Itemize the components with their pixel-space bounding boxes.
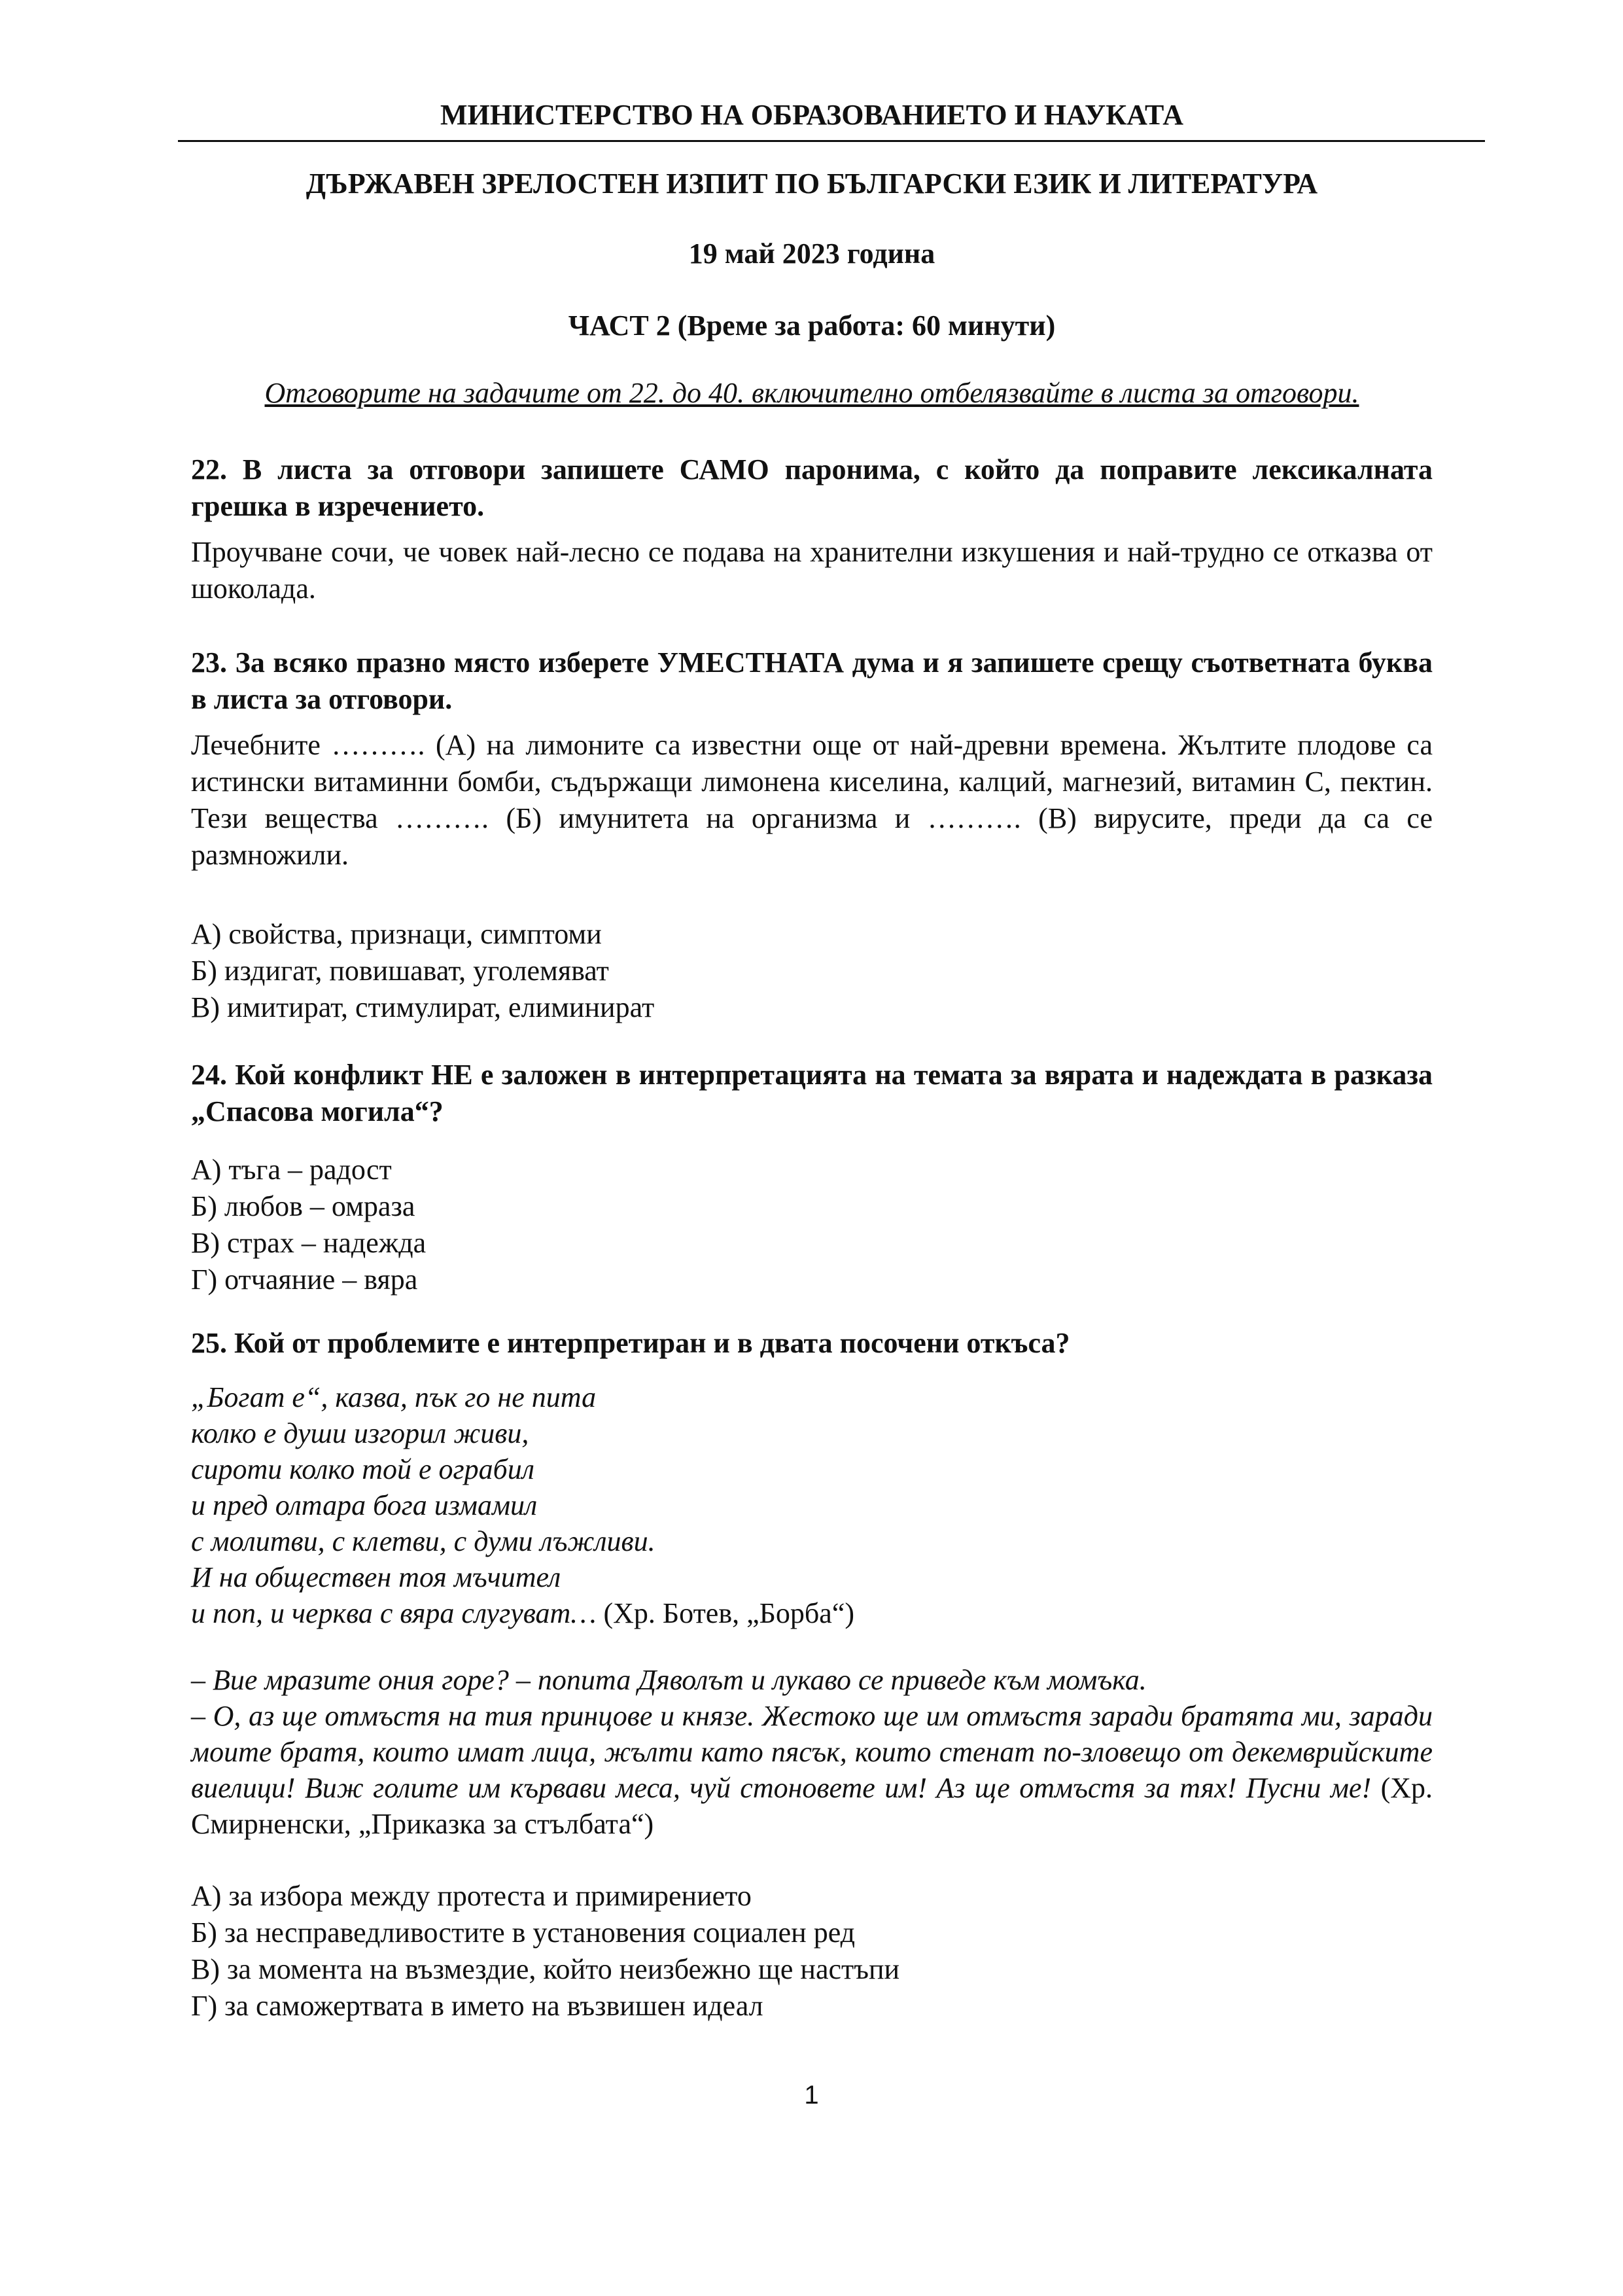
- poem-line: И на обществен тоя мъчител: [191, 1561, 561, 1593]
- prose-text: – О, аз ще отмъстя на тия принцове и князе. Жестоко ще им отмъстя заради братята ми, заради моите братя, които имат лица, жълти като пясък, които стенат по-зловещо от декемврийските виелици! Виж голите им кървави меса, чуй стоновете им! Аз ще отмъстя за тях! Пусни ме!: [191, 1700, 1433, 1804]
- option-c: В) страх – надежда: [191, 1227, 427, 1259]
- question-24-title: 24. Кой конфликт НЕ е заложен в интерпретацията на темата за вярата и надеждата в разказа „Спасова могила“?: [191, 1059, 1433, 1127]
- question-24: [191, 1057, 1433, 1130]
- option-b: Б) любов – омраза: [191, 1190, 415, 1222]
- option-d: Г) за саможертвата в името на възвишен идеал: [191, 1990, 763, 2022]
- page-number: 1: [804, 2081, 819, 2110]
- exam-date: 19 май 2023 година: [688, 238, 935, 270]
- poem-line-last: [191, 1595, 1433, 1631]
- option-b: Б) за несправедливостите в установения социален ред: [191, 1916, 856, 1949]
- option-b: Б) издигат, повишават, уголемяват: [191, 955, 609, 987]
- answer-instruction: Отговорите на задачите от 22. до 40. включително отбелязвайте в листа за отговори.: [264, 377, 1359, 409]
- poem-line: „Богат е“, казва, пък го не пита: [191, 1381, 597, 1413]
- poem-source: (Хр. Ботев, „Борба“): [596, 1597, 855, 1629]
- question-22-title: 22. В листа за отговори запишете САМО паронима, с който да поправите лексикалната грешка в изречението.: [191, 453, 1433, 522]
- exam-title: ДЪРЖАВЕН ЗРЕЛОСТЕН ИЗПИТ ПО БЪЛГАРСКИ ЕЗИК И ЛИТЕРАТУРА: [305, 168, 1318, 200]
- question-25-options: [191, 1878, 1433, 2024]
- botev-excerpt: [191, 1379, 1433, 1631]
- option-d: Г) отчаяние – вяра: [191, 1263, 418, 1296]
- question-23-options: [191, 916, 1433, 1026]
- question-23-text: Лечебните ………. (А) на лимоните са известни още от най-древни времена. Жълтите плодове са истински витаминни бомби, съдържащи лимонена киселина, калций, магнезий, витамин С, пектин. Тези вещества ………. (Б) имунитета на организма и ………. (В) вирусите, преди да са се размножили.: [191, 729, 1433, 871]
- option-a: А) свойства, признаци, симптоми: [191, 918, 602, 950]
- poem-line: колко е души изгорил живи,: [191, 1417, 529, 1449]
- option-c: В) имитират, стимулират, елиминират: [191, 991, 655, 1023]
- smirnenski-excerpt: [191, 1662, 1433, 1842]
- poem-line: сироти колко той е ограбил: [191, 1453, 534, 1485]
- question-25: [191, 1325, 1433, 1362]
- poem-line: и пред олтара бога измамил: [191, 1489, 538, 1521]
- question-23-title: 23. За всяко празно място изберете УМЕСТНАТА дума и я запишете срещу съответната буква в листа за отговори.: [191, 646, 1433, 715]
- question-24-options: [191, 1152, 1433, 1298]
- option-c: В) за момента на възмездие, който неизбежно ще настъпи: [191, 1953, 900, 1985]
- option-a: А) тъга – радост: [191, 1154, 392, 1186]
- prose-paragraph: [191, 1698, 1433, 1842]
- prose-line: – Вие мразите ония горе? – попита Дяволът и лукаво се приведе към момъка.: [191, 1664, 1147, 1696]
- question-23: [191, 645, 1433, 874]
- poem-line: с молитви, с клетви, с думи лъжливи.: [191, 1525, 655, 1557]
- poem-line: и поп, и черква с вяра слугуват…: [191, 1597, 597, 1629]
- question-25-title: 25. Кой от проблемите е интерпретиран и в двата посочени откъса?: [191, 1327, 1070, 1359]
- prose-source: (Хр. Смирненски, „Приказка за стълбата“): [191, 1772, 1433, 1840]
- question-22-text: Проучване сочи, че човек най-лесно се подава на хранителни изкушения и най-трудно се отказва от шоколада.: [191, 536, 1433, 605]
- part-heading: ЧАСТ 2 (Време за работа: 60 минути): [568, 309, 1056, 342]
- option-a: А) за избора между протеста и примирението: [191, 1880, 752, 1912]
- header-divider: [178, 140, 1485, 142]
- question-22: [191, 451, 1433, 607]
- ministry-heading: МИНИСТЕРСТВО НА ОБРАЗОВАНИЕТО И НАУКАТА: [440, 99, 1183, 131]
